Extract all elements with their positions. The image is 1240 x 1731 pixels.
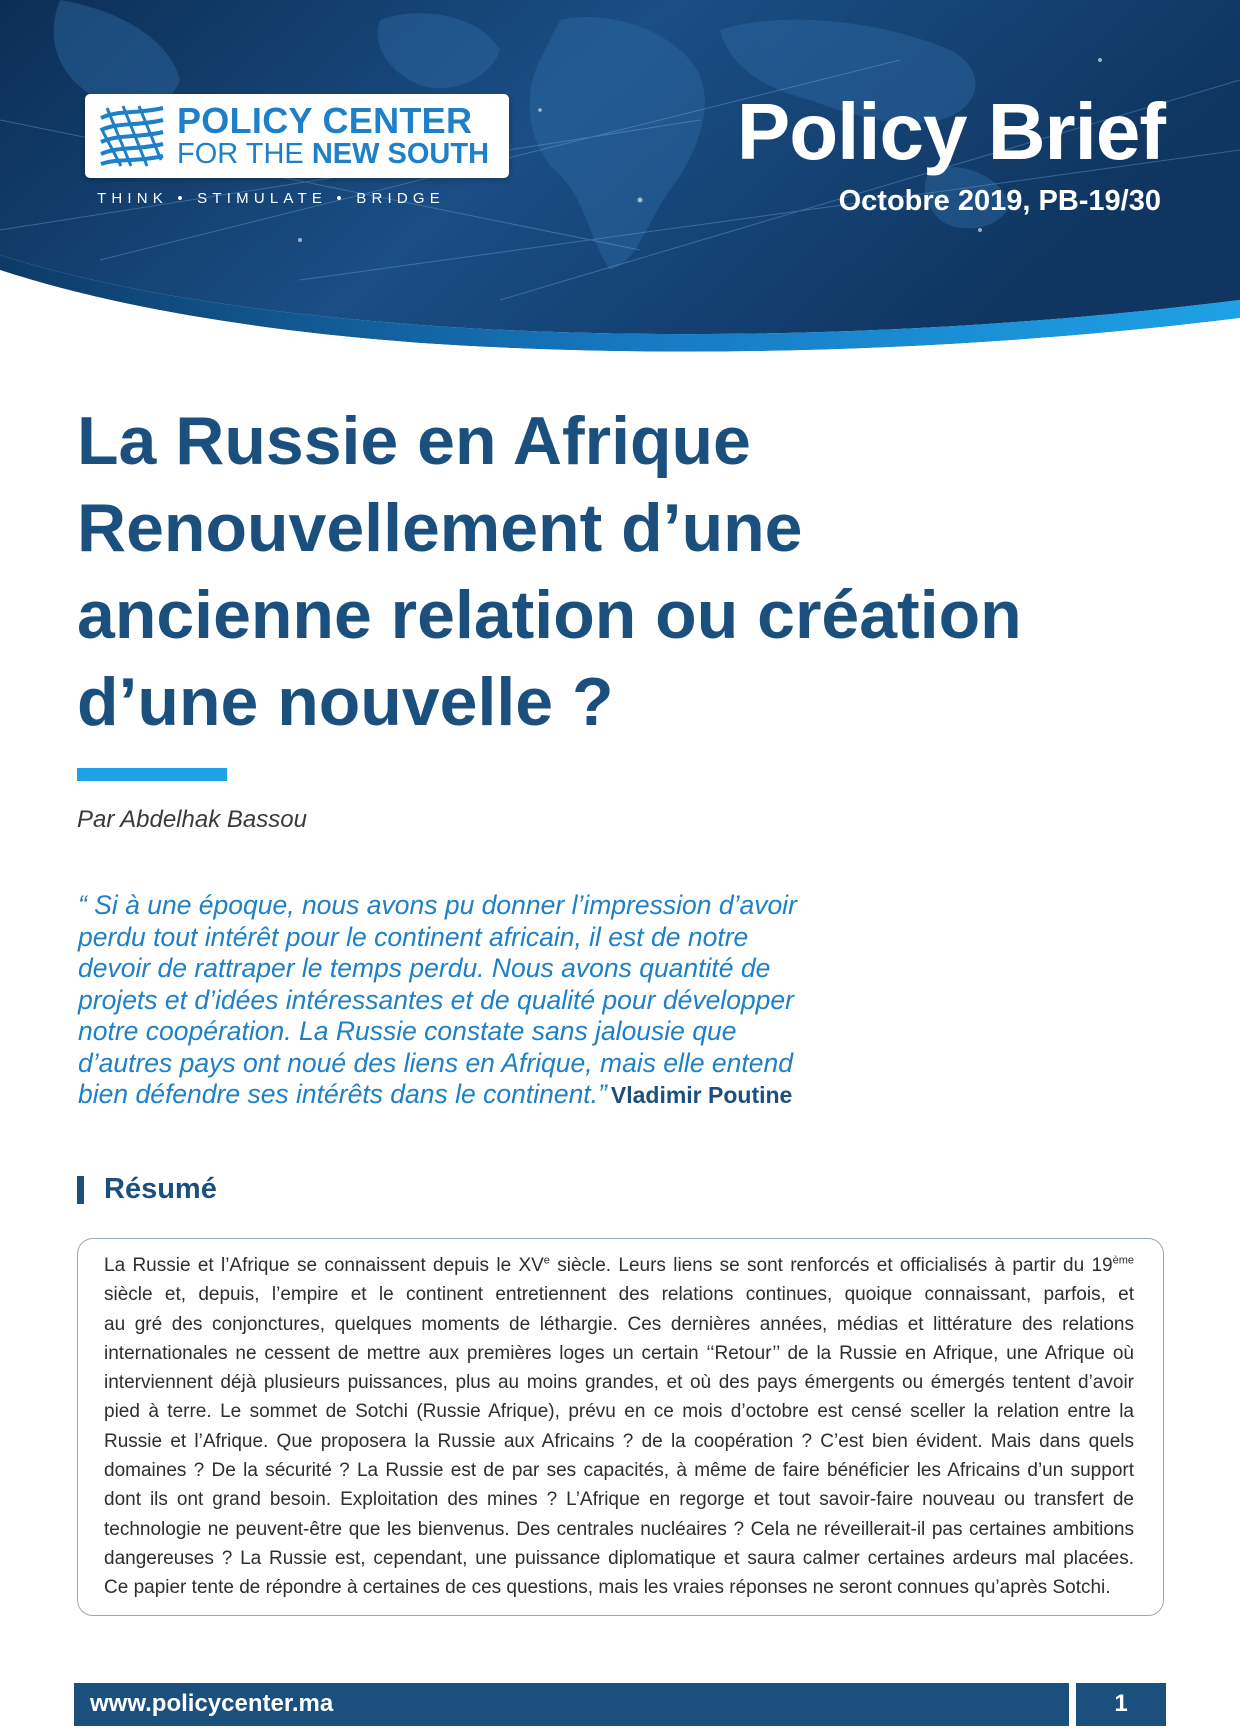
summary-paragraph (104, 1251, 1134, 1603)
summary-line: pied à terre. Le sommet de Sotchi (Russie Afrique), prévu en ce mois d’octobre est censé sceller la relation entre la (104, 1401, 1134, 1423)
superscript: e (543, 1254, 550, 1267)
summary-line: domaines ? De la sécurité ? La Russie est de par ses capacités, à même de faire bénéficier les Africains d’un support (104, 1460, 1134, 1482)
quote-line: d’autres pays ont noué des liens en Afrique, mais elle entend (78, 1047, 793, 1078)
summary-line: dangereuses ? La Russie est, cependant, une puissance diplomatique et saura calmer certaines ardeurs mal placées. (104, 1547, 1134, 1569)
title-line: La Russie en Afrique (77, 403, 751, 479)
logo-text-line1: POLICY CENTER (177, 100, 473, 141)
title-underline-divider (77, 768, 227, 781)
logo-text-line2 (177, 138, 489, 171)
quote-line: perdu tout intérêt pour le continent africain, il est de notre (78, 921, 749, 952)
title-line: ancienne relation ou création (77, 577, 1022, 653)
page-number: 1 (1114, 1690, 1128, 1717)
summary-line: internationales ne cessent de mettre aux premières loges un certain ‘‘Retour’’ de la Russie en Afrique, une Afrique où (104, 1342, 1134, 1364)
section-marker-bar (77, 1176, 84, 1204)
quote-line: notre coopération. La Russie constate sans jalousie que (78, 1016, 737, 1046)
summary-text-segment: siècle. Leurs liens se sont renforcés et officialisés à partir du 19 (549, 1255, 1113, 1276)
author-byline: Par Abdelhak Bassou (77, 806, 307, 833)
quote-line: projets et d’idées intéressantes et de qualité pour développer (78, 984, 794, 1015)
quote-line: devoir de rattraper le temps perdu. Nous avons quantité de (78, 953, 771, 983)
summary-line: siècle et, depuis, l’empire et le continent entretiennent des relations continues, quoique connaissant, parfois, et (104, 1284, 1134, 1306)
summary-line: dont ils ont grand besoin. Exploitation des mines ? L’Afrique en regorge et tout savoir-faire nouveau ou transfert de (104, 1489, 1134, 1511)
summary-line: interviennent déjà plusieurs puissances, plus au moins grandes, et où des pays émergents ou émergés tentent d’avoir (104, 1372, 1134, 1394)
logo-text-line2-bold: NEW SOUTH (311, 138, 490, 170)
summary-line: technologie ne peuvent-être que les bienvenus. Des centrales nucléaires ? Cela ne réveillerait-il pas certaines ambitions (104, 1518, 1134, 1540)
quote-line: “ Si à une époque, nous avons pu donner l’impression d’avoir (78, 890, 797, 920)
logo-policy-center (85, 94, 509, 178)
superscript: ème (1112, 1254, 1134, 1267)
epigraph-quote (78, 890, 958, 1112)
logo-text-line2-prefix: FOR THE (177, 138, 312, 170)
summary-line (104, 1251, 1134, 1280)
title-line: d’une nouvelle ? (77, 664, 614, 740)
title-line: Renouvellement d’une (77, 490, 803, 566)
summary-line: au gré des conjonctures, quelques moments de léthargie. Ces dernières années, médias et littérature des relations (104, 1313, 1134, 1335)
globe-mesh-icon (97, 104, 167, 168)
summary-line: Russie et l’Afrique. Que proposera la Russie aux Africains ? de la coopération ? C’est bien évident. Mais dans quels (104, 1430, 1134, 1452)
quote-line-last (78, 1079, 958, 1112)
summary-line: Ce papier tente de répondre à certaines de ces questions, mais les vraies réponses ne seront connues qu’après Sotchi. (104, 1577, 1111, 1599)
section-heading-resume: Résumé (104, 1173, 217, 1205)
quote-line: bien défendre ses intérêts dans le continent.” (78, 1079, 607, 1109)
page-title (77, 398, 1137, 746)
logo-tagline: THINK • STIMULATE • BRIDGE (97, 190, 445, 207)
document-date-reference: Octobre 2019, PB-19/30 (838, 185, 1161, 217)
footer-website-link[interactable]: www.policycenter.ma (90, 1690, 334, 1717)
quote-attribution: Vladimir Poutine (610, 1082, 793, 1108)
document-type-title: Policy Brief (736, 87, 1165, 176)
summary-text-segment: La Russie et l’Afrique se connaissent depuis le XV (104, 1255, 544, 1276)
